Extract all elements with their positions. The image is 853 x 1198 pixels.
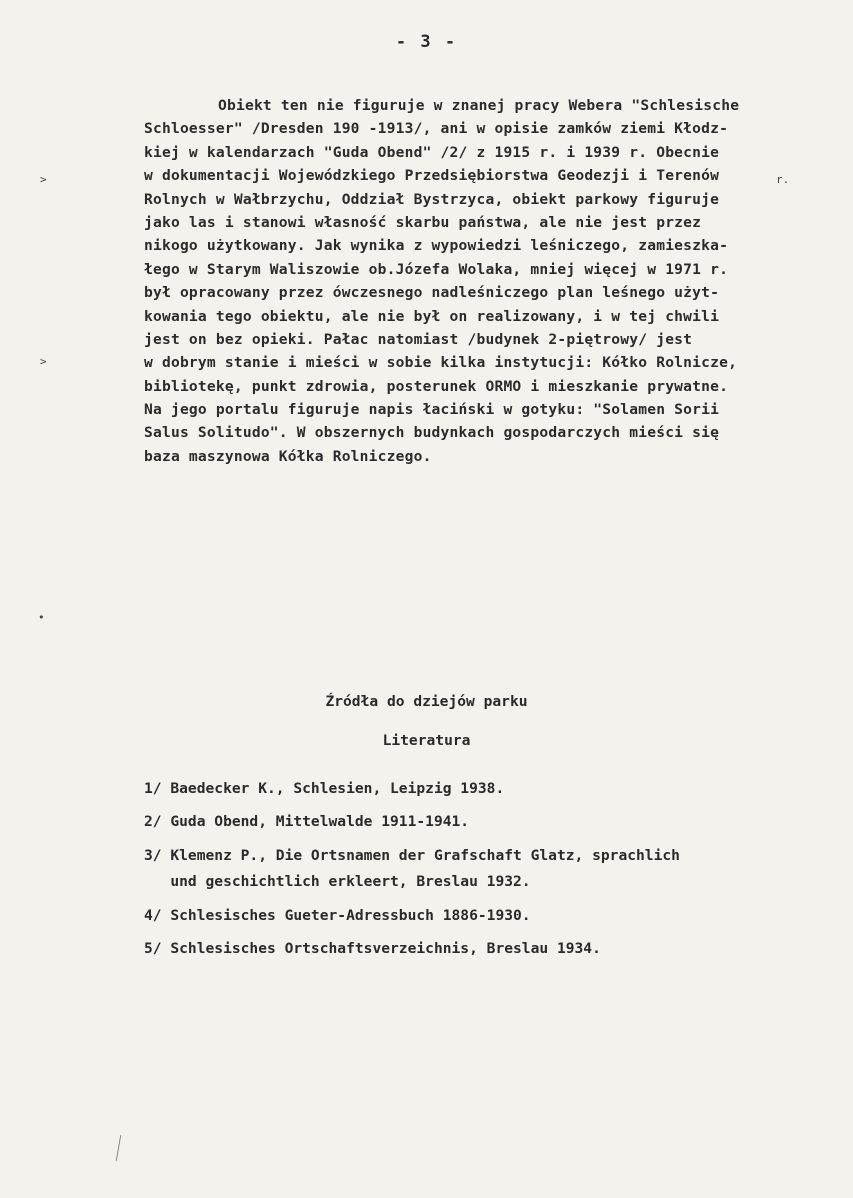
- margin-mark-dot: •: [38, 611, 45, 624]
- paragraph-line: w dokumentacji Wojewódzkiego Przedsiębiorstwa Geodezji i Terenów: [144, 167, 720, 185]
- paragraph-line: Na jego portalu figuruje napis łaciński w gotyku: "Solamen Sorii: [144, 401, 720, 419]
- main-paragraph: [144, 94, 834, 468]
- paragraph-line: jako las i stanowi własność skarbu państwa, ale nie jest przez: [144, 213, 702, 231]
- paragraph-line: Schloesser" /Dresden 190 -1913/, ani w opisie zamków ziemi Kłodz-: [144, 120, 729, 138]
- margin-mark-arrow: >: [40, 355, 47, 368]
- paragraph-line: kiej w kalendarzach "Guda Obend" /2/ z 1915 r. i 1939 r. Obecnie: [144, 143, 720, 161]
- reference-item: 1/ Baedecker K., Schlesien, Leipzig 1938.: [144, 780, 505, 797]
- paragraph-line: Obiekt ten nie figuruje w znanej pracy Webera "Schlesische: [218, 97, 740, 114]
- paragraph-line: bibliotekę, punkt zdrowia, posterunek ORMO i mieszkanie prywatne.: [144, 377, 729, 395]
- margin-mark-r: r.: [776, 173, 790, 186]
- margin-mark-arrow: >: [40, 173, 47, 186]
- paragraph-line: kowania tego obiektu, ale nie był on realizowany, i w tej chwili: [144, 307, 720, 325]
- section-title: Źródła do dziejów parku: [325, 693, 528, 710]
- paragraph-line: nikogo użytkowany. Jak wynika z wypowiedzi leśniczego, zamieszka-: [144, 237, 729, 255]
- reference-item: 3/ Klemenz P., Die Ortsnamen der Grafschaft Glatz, sprachlich: [144, 846, 680, 864]
- subsection-title: Literatura: [382, 732, 471, 749]
- paragraph-line: łego w Starym Waliszowie ob.Józefa Wolaka, mniej więcej w 1971 r.: [144, 260, 729, 278]
- reference-item: 5/ Schlesisches Ortschaftsverzeichnis, Breslau 1934.: [144, 939, 601, 957]
- paragraph-line: w dobrym stanie i mieści w sobie kilka instytucji: Kółko Rolnicze,: [144, 354, 738, 372]
- reference-item-continuation: und geschichtlich erkleert, Breslau 1932.: [144, 873, 531, 891]
- paragraph-line: Salus Solitudo". W obszernych budynkach gospodarczych mieści się: [144, 424, 720, 442]
- paragraph-line: Rolnych w Wałbrzychu, Oddział Bystrzyca, obiekt parkowy figuruje: [144, 190, 720, 208]
- paragraph-line: jest on bez opieki. Pałac natomiast /budynek 2-piętrowy/ jest: [144, 330, 693, 348]
- paragraph-line: był opracowany przez ówczesnego nadleśniczego plan leśnego użyt-: [144, 284, 720, 302]
- stray-pen-mark: [116, 1135, 121, 1161]
- paragraph-line: baza maszynowa Kółka Rolniczego.: [144, 447, 432, 465]
- page-number: - 3 -: [395, 32, 458, 52]
- reference-item: 2/ Guda Obend, Mittelwalde 1911-1941.: [144, 813, 470, 831]
- reference-item: 4/ Schlesisches Gueter-Adressbuch 1886-1930.: [144, 906, 531, 924]
- reference-list: [144, 777, 834, 960]
